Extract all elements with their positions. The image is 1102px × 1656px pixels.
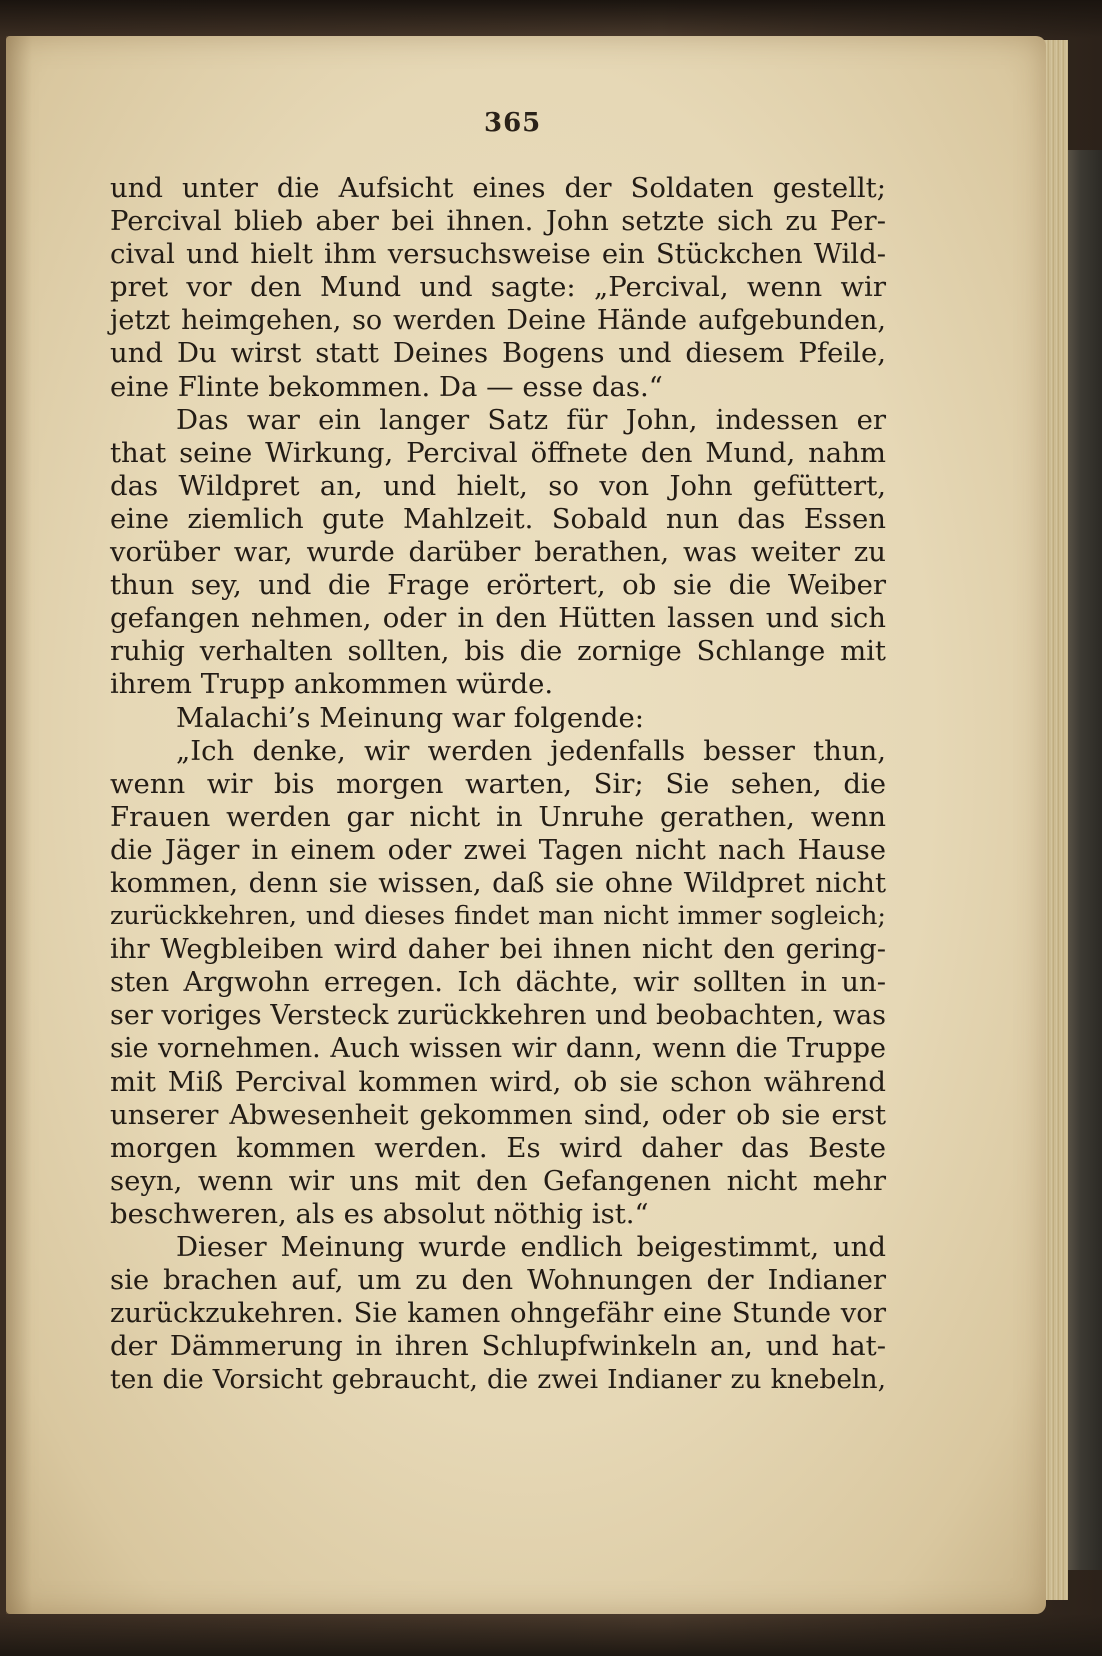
text-line: Malachi’s Meinung war folgende: (176, 701, 645, 734)
bottom-shadow (0, 1614, 1102, 1656)
text-line: that seine Wirkung, Percival öffnete den Mund, nahm (110, 436, 886, 469)
text-line: morgen kommen werden. Es wird daher das Beste (110, 1131, 886, 1164)
text-line: die Jäger in einem oder zwei Tagen nicht nach Hause (110, 833, 886, 866)
page-body-text (110, 172, 886, 1396)
text-line: kommen, denn sie wissen, daß sie ohne Wildpret nicht (110, 866, 886, 899)
text-line: ihr Wegbleiben wird daher bei ihnen nicht den gering- (110, 933, 886, 966)
text-line: eine Flinte bekommen. Da — esse das.“ (110, 370, 663, 403)
book-page (6, 36, 1046, 1614)
text-line: ruhig verhalten sollten, bis die zornige Schlange mit (110, 635, 886, 668)
text-line: unserer Abwesenheit gekommen sind, oder ob sie erst (110, 1098, 886, 1131)
text-line: eine ziemlich gute Mahlzeit. Sobald nun das Essen (110, 502, 886, 535)
text-line: und Du wirst statt Deines Bogens und diesem Pfeile, (110, 337, 886, 370)
text-line: seyn, wenn wir uns mit den Gefangenen nicht mehr (110, 1164, 886, 1197)
text-line: Das war ein langer Satz für John, indessen er (176, 403, 886, 436)
text-line: ihrem Trupp ankommen würde. (110, 668, 554, 701)
text-line: wenn wir bis morgen warten, Sir; Sie sehen, die (110, 767, 886, 800)
text-line: cival und hielt ihm versuchsweise ein Stückchen Wild- (110, 238, 886, 271)
text-line: jetzt heimgehen, so werden Deine Hände aufgebunden, (110, 305, 886, 337)
text-line: und unter die Aufsicht eines der Soldaten gestellt; (110, 172, 886, 204)
text-line: Frauen werden gar nicht in Unruhe gerathen, wenn (110, 800, 886, 833)
page-number: 365 (484, 108, 542, 138)
text-line: ser voriges Versteck zurückkehren und beobachten, was (110, 1000, 886, 1032)
text-line: mit Miß Percival kommen wird, ob sie schon während (110, 1065, 886, 1098)
text-line: der Dämmerung in ihren Schlupfwinkeln an, und hat- (110, 1330, 886, 1363)
text-line: Percival blieb aber bei ihnen. John setzte sich zu Per- (110, 205, 886, 238)
text-line: sie brachen auf, um zu den Wohnungen der Indianer (110, 1264, 886, 1297)
text-line: das Wildpret an, und hielt, so von John gefüttert, (110, 469, 886, 502)
text-line: beschweren, als es absolut nöthig ist.“ (110, 1197, 649, 1230)
text-line: „Ich denke, wir werden jedenfalls besser thun, (176, 734, 886, 767)
top-shadow (0, 0, 1102, 38)
text-line: thun sey, und die Frage erörtert, ob sie die Weiber (110, 569, 886, 602)
text-line: ten die Vorsicht gebraucht, die zwei Indianer zu knebeln, (110, 1364, 886, 1396)
text-line: Dieser Meinung wurde endlich beigestimmt, und (176, 1231, 886, 1263)
text-line: vorüber war, wurde darüber berathen, was weiter zu (110, 536, 886, 569)
text-line: pret vor den Mund und sagte: „Percival, wenn wir (110, 271, 886, 304)
text-line: zurückkehren, und dieses findet man nicht immer sogleich; (110, 901, 886, 932)
text-line: zurückzukehren. Sie kamen ohngefähr eine Stunde vor (110, 1297, 886, 1330)
text-line: sie vornehmen. Auch wissen wir dann, wenn die Truppe (110, 1033, 886, 1065)
text-line: sten Argwohn erregen. Ich dächte, wir sollten in un- (110, 966, 886, 999)
book-cover-edge (1066, 150, 1102, 1570)
text-line: gefangen nehmen, oder in den Hütten lassen und sich (110, 602, 886, 635)
